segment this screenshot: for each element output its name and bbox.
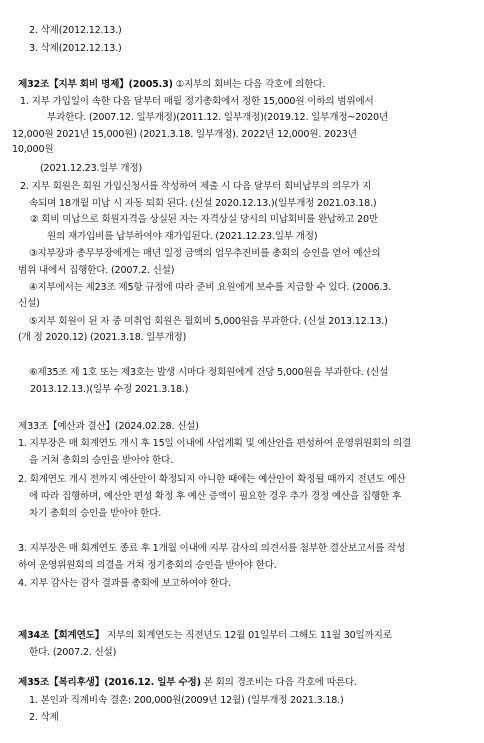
article32-line: 신설) (18, 298, 40, 309)
article31-item3: 3. 삭제(2012.12.13.) (29, 43, 122, 54)
article35-intro: 본 회의 경조비는 다음 각호에 따른다. (200, 677, 357, 688)
article31-item2: 2. 삭제(2012.12.13.) (29, 25, 122, 36)
article32-line: ⑤지부 회원이 된 자 중 미취업 회원은 월회비 5,000원을 부과한다. (신설 2013.12.13.) (29, 316, 388, 327)
article35-heading-line (18, 676, 357, 689)
article33-heading: 제33조【예산과 결산】(2024.02.28. 신설) (18, 421, 199, 432)
article33-line: 1. 지부장은 매 회계연도 개시 후 15일 이내에 사업계획 및 예산안을 편성하여 운영위원회의 의결 (18, 438, 412, 449)
article32-line: (2021.12.23.일부 개정) (40, 163, 142, 174)
article32-line: 12,000원 2021년 15,000원) (2021.3.18. 일부개정). 2022년 12,000원. 2023년 (12, 129, 357, 140)
article34-heading-line (18, 629, 392, 642)
article33-line: 4. 지부 감사는 감사 결과를 총회에 보고하여야 한다. (18, 578, 231, 589)
article33-line: 하여 운영위원회의 의결을 거쳐 정기총회의 승인을 받아야 한다. (18, 560, 277, 571)
article32-line: ④지부에서는 제23조 제5항 규정에 따라 준비 요원에게 보수를 지급할 수 있다. (2006.3. (29, 282, 392, 293)
article32-line: 속되며 18개월 미납 시 자동 퇴회 된다. (신설 2020.12.13.)(일부개정 2021.03.18.) (29, 198, 377, 209)
article33-line: 에 따라 집행하며, 예산안 편성 확정 후 예산 증액이 필요한 경우 추가 경정 예산을 집행한 후 (29, 491, 402, 502)
article32-line: 1. 지부 가입일이 속한 다음 달부터 매월 정기총회에서 정한 15,000원 이하의 범위에서 (20, 96, 374, 107)
article35-heading: 제35조【복리후생】(2016.12. 일부 수정) (18, 677, 201, 688)
article33-line: 3. 지부장은 매 회계연도 종료 후 1개월 이내에 지부 감사의 의견서를 첨부한 결산보고서를 작성 (18, 543, 406, 554)
article32-line: 2. 지부 회원은 회원 가입신청서를 작성하여 제출 시 다음 달부터 회비납부의 의무가 지 (20, 181, 372, 192)
article32-line: ③지부장과 총무부장에게는 매년 일정 금액의 업무추진비를 총회의 승인을 얻어 예산의 (29, 248, 381, 259)
article33-line: 을 거쳐 총회의 승인을 받아야 한다. (29, 455, 174, 466)
article35-line: 2. 삭제 (29, 712, 59, 723)
article32-line: ⑥제35조 제 1호 또는 제3호는 발생 시마다 정회원에게 건당 5,000원을 부과한다. (신설 (29, 367, 389, 378)
article32-line: ② 회비 미납으로 회원자격을 상실된 자는 자격상실 당시의 미납회비를 완납하고 20만 (30, 214, 378, 225)
article32-heading: 제32조【지부 회비 명제】(2005.3) (18, 79, 173, 90)
article32-line: 원의 재가입비를 납부하여야 재가입된다. (2021.12.23.일부 개정) (47, 231, 318, 242)
article32-line: 10,000원 (12, 144, 54, 155)
article33-line: 차기 총회의 승인을 받아야 한다. (29, 508, 162, 519)
article34-line: 한다. (2007.2. 신설) (29, 647, 117, 658)
article32-heading-line (18, 78, 325, 91)
article32-line: 부과한다. (2007.12. 일부개정)(2011.12. 일부개정)(2019.12. 일부개정~2020년 (47, 112, 388, 123)
article32-line: 범위 내에서 집행한다. (2007.2. 신설) (18, 265, 175, 276)
article35-line: 1. 본인과 직계비속 결혼: 200,000원(2009년 12월) (일부개정 2021.3.18.) (29, 695, 344, 706)
article34-text: 지부의 회계연도는 직전년도 12월 01일부터 그해도 11월 30일까지로 (104, 630, 392, 641)
article34-heading: 제34조【회계연도】 (18, 630, 105, 641)
article32-line: 2013.12.13.)(일부 수정 2021.3.18.) (30, 384, 189, 395)
article32-line: (개 정 2020.12) (2021.3.18. 일부개정) (18, 332, 187, 343)
article32-intro: ①지부의 회비는 다음 각호에 의한다. (172, 79, 326, 90)
article33-line: 2. 회계연도 개시 전까지 예산안이 확정되지 아니한 때에는 예산안이 확정될 때까지 전년도 예산 (18, 474, 406, 485)
